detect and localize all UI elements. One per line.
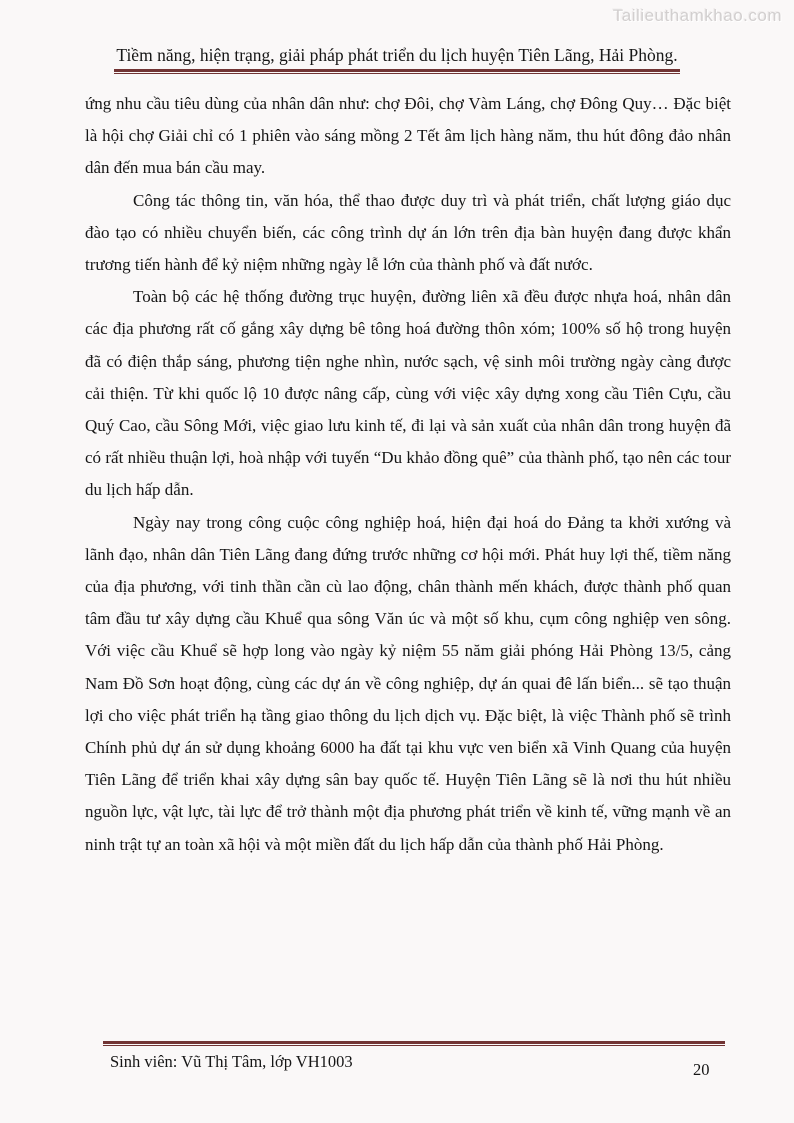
body-paragraph: Toàn bộ các hệ thống đường trục huyện, đường liên xã đều được nhựa hoá, nhân dân các địa phương rất cố gắng xây dựng bê tông hoá đường thôn xóm; 100% số hộ trong huyện đã có điện thắp sáng, phương tiện nghe nhìn, nước sạch, vệ sinh môi trường ngày càng được cải thiện. Từ khi quốc lộ 10 được nâng cấp, cùng với việc xây dựng xong cầu Tiên Cựu, cầu Quý Cao, cầu Sông Mới, việc giao lưu kinh tế, đi lại và sản xuất của nhân dân trong huyện đã có rất nhiều thuận lợi, hoà nhập với tuyến “Du khảo đồng quê” của thành phố, tạo nên các tour du lịch hấp dẫn.: [85, 287, 731, 500]
watermark-text: Tailieuthamkhao.com: [612, 6, 782, 25]
body-paragraph: Ngày nay trong công cuộc công nghiệp hoá, hiện đại hoá do Đảng ta khởi xướng và lãnh đạo, nhân dân Tiên Lãng đang đứng trước những cơ hội mới. Phát huy lợi thế, tiềm năng của địa phương, với tinh thần cần cù lao động, chân thành mến khách, được thành phố quan tâm đầu tư xây dựng cầu Khuể qua sông Văn úc và một số khu, cụm công nghiệp ven sông. Với việc cầu Khuể sẽ hợp long vào ngày kỷ niệm 55 năm giải phóng Hải Phòng 13/5, cảng Nam Đồ Sơn hoạt động, cùng các dự án về công nghiệp, dự án quai đê lấn biển... sẽ tạo thuận lợi cho việc phát triển hạ tầng giao thông du lịch dịch vụ. Đặc biệt, là việc Thành phố sẽ trình Chính phủ dự án sử dụng khoảng 6000 ha đất tại khu vực ven biển xã Vinh Quang của huyện Tiên Lãng để triển khai xây dựng sân bay quốc tế. Huyện Tiên Lãng sẽ là nơi thu hút nhiều nguồn lực, vật lực, tài lực để trở thành một địa phương phát triển về kinh tế, vững mạnh về an ninh trật tự an toàn xã hội và một miền đất du lịch hấp dẫn của thành phố Hải Phòng.: [85, 512, 731, 854]
footer-student-line: Sinh viên: Vũ Thị Tâm, lớp VH1003: [110, 1052, 353, 1071]
page-header-inner: [114, 44, 679, 74]
body-paragraph: Công tác thông tin, văn hóa, thể thao được duy trì và phát triển, chất lượng giáo dục đào tạo có nhiều chuyển biến, các công trình dự án lớn trên địa bàn huyện đang được khẩn trương tiến hành để kỷ niệm những ngày lễ lớn của thành phố và đất nước.: [85, 190, 731, 275]
header-underline-rule: [114, 69, 679, 74]
footer-page-number: 20: [693, 1060, 710, 1079]
body-paragraphs: [85, 88, 731, 861]
page-header: [0, 44, 794, 74]
body-paragraph: ứng nhu cầu tiêu dùng của nhân dân như: chợ Đôi, chợ Vàm Láng, chợ Đông Quy… Đặc biệt là hội chợ Giải chỉ có 1 phiên vào sáng mồng 2 Tết âm lịch hàng năm, thu hút đông đảo nhân dân đến mua bán cầu may.: [85, 94, 731, 178]
header-title: Tiềm năng, hiện trạng, giải pháp phát triển du lịch huyện Tiên Lãng, Hải Phòng.: [116, 45, 678, 65]
footer-rule: [103, 1041, 725, 1046]
